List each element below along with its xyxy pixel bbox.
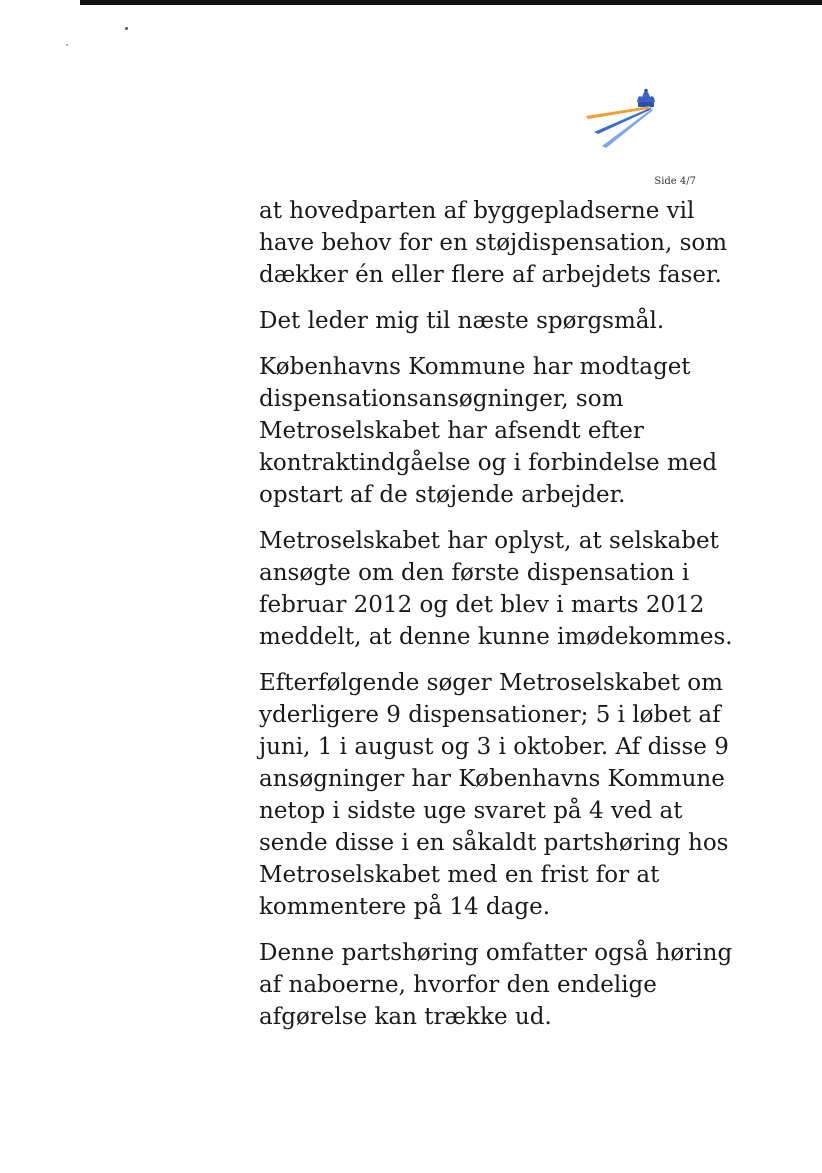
text-line: af naboerne, hvorfor den endelige [259, 972, 657, 998]
text-line: Efterfølgende søger Metroselskabet om [259, 670, 723, 696]
text-line: kommentere på 14 dage. [259, 894, 551, 920]
paragraph [259, 667, 729, 923]
paragraph [259, 525, 733, 653]
crown-icon [637, 89, 655, 107]
text-line: Denne partshøring omfatter også høring [259, 940, 733, 966]
text-line: Det leder mig til næste spørgsmål. [259, 308, 665, 334]
text-line: meddelt, at denne kunne imødekommes. [259, 624, 733, 650]
text-line: Metroselskabet har afsendt efter [259, 418, 644, 444]
text-line: ansøgninger har Københavns Kommune [259, 766, 725, 792]
text-line: afgørelse kan trække ud. [259, 1004, 552, 1030]
letter-body [259, 195, 733, 1047]
text-line: have behov for en støjdispensation, som [259, 230, 728, 256]
text-line: netop i sidste uge svaret på 4 ved at [259, 798, 683, 824]
scan-speck [125, 27, 128, 30]
text-line: Metroselskabet har oplyst, at selskabet [259, 528, 719, 554]
text-line: juni, 1 i august og 3 i oktober. Af disse 9 [259, 734, 729, 760]
metro-crown-logo-icon [580, 88, 664, 150]
text-line: sende disse i en såkaldt partshøring hos [259, 830, 729, 856]
scan-speck [66, 44, 68, 46]
text-line: kontraktindgåelse og i forbindelse med [259, 450, 718, 476]
scan-edge [80, 0, 822, 5]
text-line: opstart af de støjende arbejder. [259, 482, 626, 508]
paragraph [259, 305, 729, 337]
page-number: Side 4/7 [654, 176, 696, 187]
text-line: Københavns Kommune har modtaget [259, 354, 691, 380]
text-line: yderligere 9 dispensationer; 5 i løbet af [259, 702, 721, 728]
text-line: dækker én eller flere af arbejdets faser. [259, 262, 722, 288]
text-line: at hovedparten af byggepladserne vil [259, 198, 695, 224]
text-line: februar 2012 og det blev i marts 2012 [259, 592, 705, 618]
paragraph [259, 195, 729, 291]
text-line: dispensationsansøgninger, som [259, 386, 624, 412]
text-line: ansøgte om den første dispensation i [259, 560, 690, 586]
text-line: Metroselskabet med en frist for at [259, 862, 660, 888]
paragraph [259, 937, 733, 1033]
paragraph [259, 351, 729, 511]
